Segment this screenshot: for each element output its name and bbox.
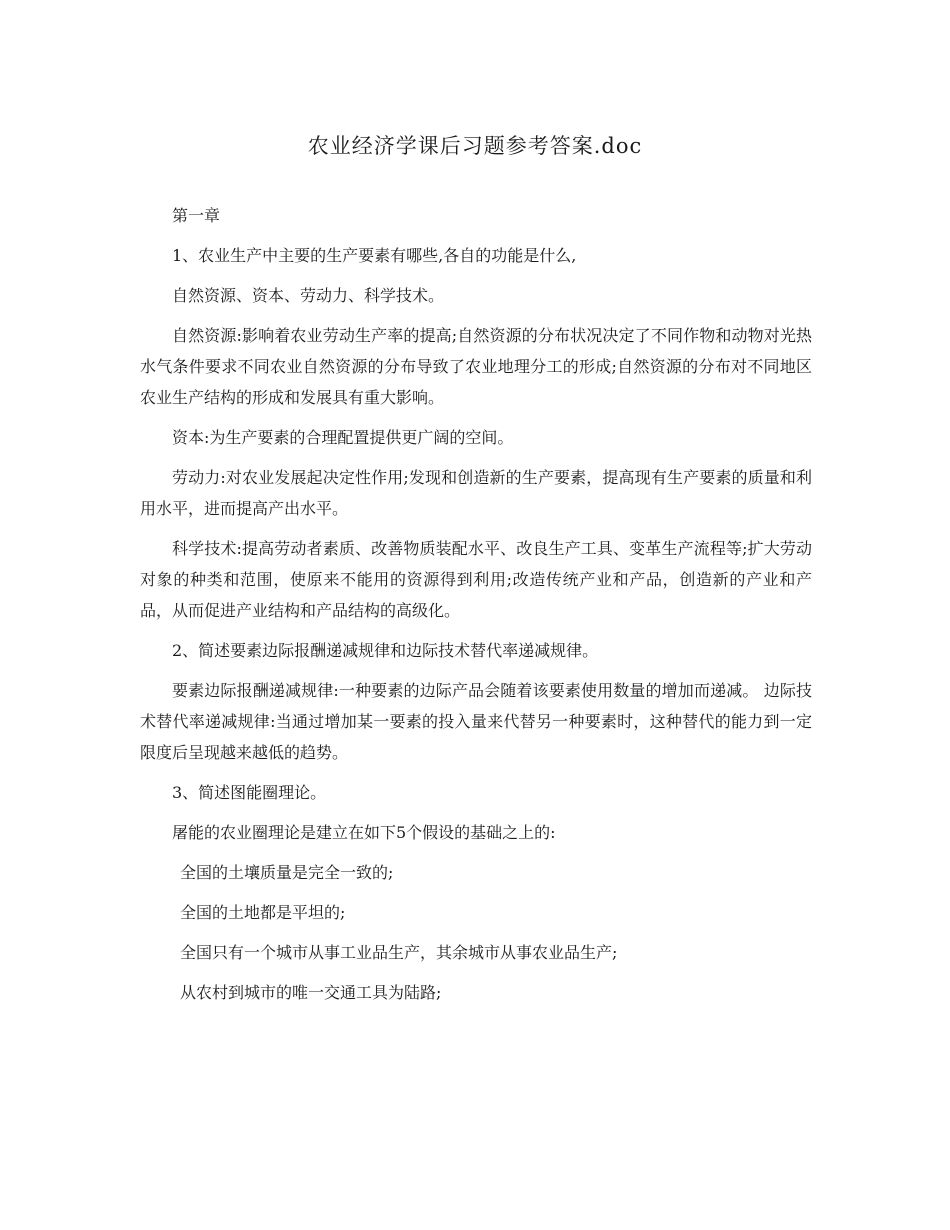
question-1: 1、农业生产中主要的生产要素有哪些,各自的功能是什么,: [172, 246, 577, 265]
answer-2: 要素边际报酬递减规律:一种要素的边际产品会随着该要素使用数量的增加而递减。 边际技术替代率递减规律:当通过增加某一要素的投入量来代替另一种要素时，这种替代的能力到一定限度后呈现越来越低的趋势。: [140, 681, 812, 762]
assumption-item: 全国的土地都是平坦的;: [180, 903, 346, 922]
answer-1-labor: 劳动力:对农业发展起决定性作用;发现和创造新的生产要素，提高现有生产要素的质量和利用水平，进而提高产出水平。: [140, 468, 812, 518]
answer-1-summary: 自然资源、资本、劳动力、科学技术。: [172, 286, 445, 305]
assumption-item: 全国只有一个城市从事工业品生产，其余城市从事农业品生产;: [180, 943, 618, 962]
chapter-heading: 第一章: [172, 206, 221, 225]
answer-1-capital: 资本:为生产要素的合理配置提供更广阔的空间。: [172, 428, 514, 447]
answer-1-natural-resources: 自然资源:影响着农业劳动生产率的提高;自然资源的分布状况决定了不同作物和动物对光热水气条件要求不同农业自然资源的分布导致了农业地理分工的形成;自然资源的分布对不同地区农业生产结构的形成和发展具有重大影响。: [140, 326, 812, 407]
assumption-item: 全国的土壤质量是完全一致的;: [180, 863, 394, 882]
assumption-item: 从农村到城市的唯一交通工具为陆路;: [180, 983, 442, 1002]
question-2: 2、简述要素边际报酬递减规律和边际技术替代率递减规律。: [172, 641, 599, 660]
document-title: 农业经济学课后习题参考答案.doc: [307, 134, 643, 158]
answer-1-technology: 科学技术:提高劳动者素质、改善物质装配水平、改良生产工具、变革生产流程等;扩大劳动对象的种类和范围，使原来不能用的资源得到利用;改造传统产业和产品，创造新的产业和产品，从而促进产业结构和产品结构的高级化。: [140, 539, 812, 620]
answer-3-intro: 屠能的农业圈理论是建立在如下5个假设的基础之上的:: [172, 823, 556, 842]
document-body: [140, 200, 812, 1017]
question-3: 3、简述图能圈理论。: [172, 783, 327, 802]
